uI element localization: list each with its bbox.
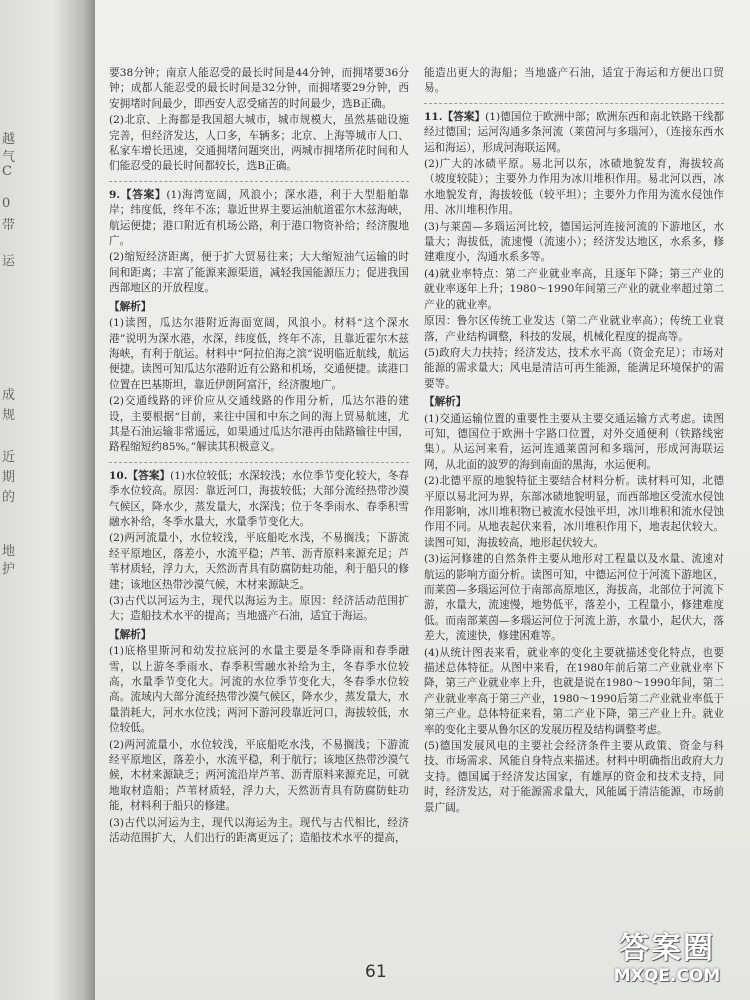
analysis-text: (2)北德平原的地貌特征主要结合材料分析。读材料可知，北德平原以易北河为界，东部冰碛地貌明显，而西部地区受流水侵蚀作用影响，冰川堆积物已被流水侵蚀平坦，冰川堆积和流水侵蚀作用不同。从地表起伏来看，冰川堆积作用下，地表起伏较大。读图可知，海拔较高，地形起伏较大。 <box>424 475 724 549</box>
answer-text: 原因：鲁尔区传统工业发达（第二产业就业率高）；传统工业衰落，产业结构调整，科技的发展，机械化程度的提高等。 <box>424 315 724 343</box>
question-number: 11. <box>424 110 443 123</box>
continued-paragraph: (2)北京、上海都是我国超大城市，城市规模大，虽然基础设施完善，但经济发达，人口多，车辆多；北京、上海等城市人口、私家车增长迅速，交通拥堵问题突出，两城市拥堵所花时间和人们能忍受的最长时间都较长，选B正确。 <box>109 114 409 173</box>
answer-paragraph <box>109 469 409 531</box>
question-number: 10. <box>109 469 128 482</box>
gutter-char: 护 <box>2 562 16 577</box>
gutter-char: C <box>2 164 12 179</box>
gutter-char: 近 <box>2 450 16 465</box>
gutter-char: 期 <box>2 470 16 485</box>
document-page <box>95 0 750 1000</box>
answer-text: (3)与莱茵—多瑙运河比较，德国运河连接河流的下游地区，水量大；海拔低，流速慢（流速小）；经济发达地区，水系多，修建难度小，沟通水系多等。 <box>424 220 724 264</box>
gutter-char: 带 <box>2 218 16 233</box>
site-watermark-logo <box>592 932 742 994</box>
answer-text: (1)德国位于欧洲中部；欧洲东西和南北铁路干线都经过德国；运河沟通多条河流（莱茵河与多瑙河），（连接东西水运和海运），形成河海联运网。 <box>424 110 724 154</box>
dashed-divider <box>109 462 409 463</box>
analysis-text: (1)交通运输位置的重要性主要从主要交通运输方式考虑。读图可知，德国位于欧洲十字路口位置，对外交通便利（铁路线密集）。从运河来看，运河连通莱茵河和多瑙河，形成河海联运网，从北面的波罗的海到南面的黑海，水运便利。 <box>424 412 724 471</box>
answer-paragraph <box>424 110 724 156</box>
page-content <box>109 66 724 896</box>
answer-text: (2)缩短经济距离，便于扩大贸易往来；大大缩短油气运输的时间和距离；丰富了能源来源渠道，减轻我国能源压力；促进我国西部地区的开放程度。 <box>109 251 409 295</box>
answer-text: (5)政府大力扶持；经济发达，技术水平高（资金充足）；市场对能源的需求量大；风电是清洁可再生能源，能满足环境保护的需要等。 <box>424 346 724 390</box>
answer-tag: 【答案】 <box>442 110 486 123</box>
answer-tag: 【答案】 <box>127 469 171 482</box>
left-column <box>109 66 409 848</box>
answer-text: (2)广大的冰碛平原。易北河以东，冰碛地貌发育，海拔较高（坡度较陡）；主要外力作用为冰川堆积作用。易北河以西，冰水地貌发育，海拔较低（较平坦）；主要外力作用为流水侵蚀作用、冰川堆积作用。 <box>424 158 724 217</box>
analysis-text: (5)德国发展风电的主要社会经济条件主要从政策、资金与科技、市场需求、风能自身特点来描述。材料中明确指出政府大力支持。德国属于经济发达国家，有雄厚的资金和技术支持，同时，经济发达，对于能源需求量大，风能属于清洁能源，市场前景广阔。 <box>424 740 724 814</box>
gutter-char: 越 <box>2 132 16 147</box>
gutter-char: 气 <box>2 150 16 165</box>
analysis-text: (4)从统计图表来看，就业率的变化主要就描述变化特点，也要描述总体特征。从图中来看，在1980年前后第二产业就业率下降，第三产业就业率上升，也就是说在1980～1990年间，第二产业就业率高于第三产业，1980～1990后第二产业就业率低于第三产业。总体特征来看，第二产业下降，第三产业上升。就业率的变化主要从鲁尔区的发展历程及结构调整考虑。 <box>424 646 724 736</box>
answer-text: (3)古代以河运为主，现代以海运为主。原因：经济活动范围扩大；造船技术水平的提高；当地盛产石油，适宜于海运。 <box>109 595 409 623</box>
question-9 <box>109 188 409 456</box>
dashed-divider <box>109 181 409 182</box>
continued-paragraph: 能造出更大的海船；当地盛产石油，适宜于海运和方便出口贸易。 <box>424 67 724 95</box>
gutter-char: 0 <box>2 196 11 211</box>
question-number: 9. <box>109 188 121 201</box>
page-number: 61 <box>365 962 387 982</box>
watermark-url: MXQE.COM <box>613 966 721 986</box>
answer-text: (2)两河流量小，水位较浅，平底船吃水浅，不易搁浅；下游流经平原地区，落差小，水流平稳；芦苇、沥青原料来源充足；芦苇材质轻，浮力大，天然沥青具有防腐防蛀功能，利于船只的修建；该地区热带沙漠气候，木材来源缺乏。 <box>109 532 409 591</box>
analysis-text: (1)底格里斯河和幼发拉底河的水量主要是冬季降雨和春季融雪，以上游冬季雨水、春季积雪融水补给为主，冬春季水位较高，水量季节变化大。河流的水位季节变化大，冬春季水位较高。流域内大部分流经热带沙漠气候区，降水少，蒸发量大，水量消耗大，河水水位浅；两河下游河段靠近河口，海拔较低，水位较低。 <box>109 645 409 735</box>
watermark-text-cn: 答案圈 <box>619 931 715 966</box>
analysis-text: (1)读图，瓜达尔港附近海面宽阔，风浪小。材料“这个深水港”说明为深水港，水深，纬度低，终年不冻，且靠近霍尔木兹海峡，有利于航运。材料中“阿拉伯海之滨”说明临近航线，航运便捷。读图可知瓜达尔港附近有公路和机场，交通便捷。读港口位置在巴基斯坦，靠近伊朗阿富汗，经济腹地广。 <box>109 317 409 391</box>
analysis-text: (2)交通线路的评价应从交通线路的作用分析，瓜达尔港的建设，主要根据“目前，来往中国和中东之间的海上贸易航速，尤其是石油运输非常遥远，如果通过瓜达尔港再由陆路输往中国，路程缩短约85%。”解读其积极意义。 <box>109 395 409 454</box>
gutter-char: 地 <box>2 544 16 559</box>
dashed-divider <box>424 103 724 104</box>
adjacent-page-text <box>0 0 80 1000</box>
adjacent-page-gutter <box>0 0 95 1000</box>
question-10 <box>109 469 409 847</box>
gutter-char: 成 <box>2 388 16 403</box>
answer-tag: 【答案】 <box>120 188 167 201</box>
analysis-tag: 【解析】 <box>109 628 152 641</box>
analysis-text: (3)运河修建的自然条件主要从地形对工程量以及水量、流速对航运的影响方面分析。读图可知，中德运河位于河流下游地区，而莱茵—多瑙运河位于南部高原地区，海拔高，北部位于河流下游，水量大，流速慢，地势低平，落差小，工程量小，修建难度低。而南部莱茵—多瑙运河位于河流上游，水量小，起伏大，落差大，流速快，修建困难等。 <box>424 553 724 643</box>
answer-text: (4)就业率特点：第二产业就业率高，且逐年下降；第三产业的就业率逐年上升；1980～1990年间第三产业的就业率超过第二产业的就业率。 <box>424 267 724 311</box>
analysis-tag: 【解析】 <box>109 300 152 313</box>
answer-text: (1)海湾宽阔，风浪小；深水港，利于大型船舶靠岸；纬度低，终年不冻；靠近世界主要运油航道霍尔木兹海峡，航运便捷；港口附近有机场公路，利于港口物资补给；经济腹地广。 <box>109 188 409 248</box>
analysis-tag: 【解析】 <box>424 396 467 409</box>
analysis-text: (3)古代以河运为主，现代以海运为主。现代与古代相比，经济活动范围扩大，人们出行的距离更远了；造船技术水平的提高， <box>109 816 409 845</box>
answer-paragraph <box>109 188 409 250</box>
continued-paragraph: 要38分钟；南京人能忍受的最长时间是44分钟，而拥堵要36分钟；成都人能忍受的最长时间是32分钟，而拥堵要29分钟，西安拥堵时间最少，即西安人忍受痛苦的时间最少，选B正确。 <box>109 67 409 110</box>
right-column <box>424 66 724 817</box>
gutter-char: 的 <box>2 490 16 505</box>
gutter-char: 规 <box>2 408 16 423</box>
gutter-char: 运 <box>2 254 16 269</box>
analysis-text: (2)两河流量小，水位较浅，平底船吃水浅，不易搁浅；下游流经平原地区，落差小，水流平稳，利于航行；该地区热带沙漠气候，木材来源缺乏；两河流沿岸芦苇、沥青原料来源充足，可就地取材造船；芦苇材质轻，浮力大，天然沥青具有防腐防蛀功能，材料利于船只的修建。 <box>109 738 409 813</box>
question-11 <box>424 110 724 816</box>
answer-text: (1)水位较低；水深较浅；水位季节变化较大，冬春季水位较高。原因：靠近河口，海拔较低；大部分流经热带沙漠气候区，降水少，蒸发量大，水深浅；位于冬季雨水、春季积雪融水补给，冬季水量大，水量季节变化大。 <box>109 469 409 528</box>
